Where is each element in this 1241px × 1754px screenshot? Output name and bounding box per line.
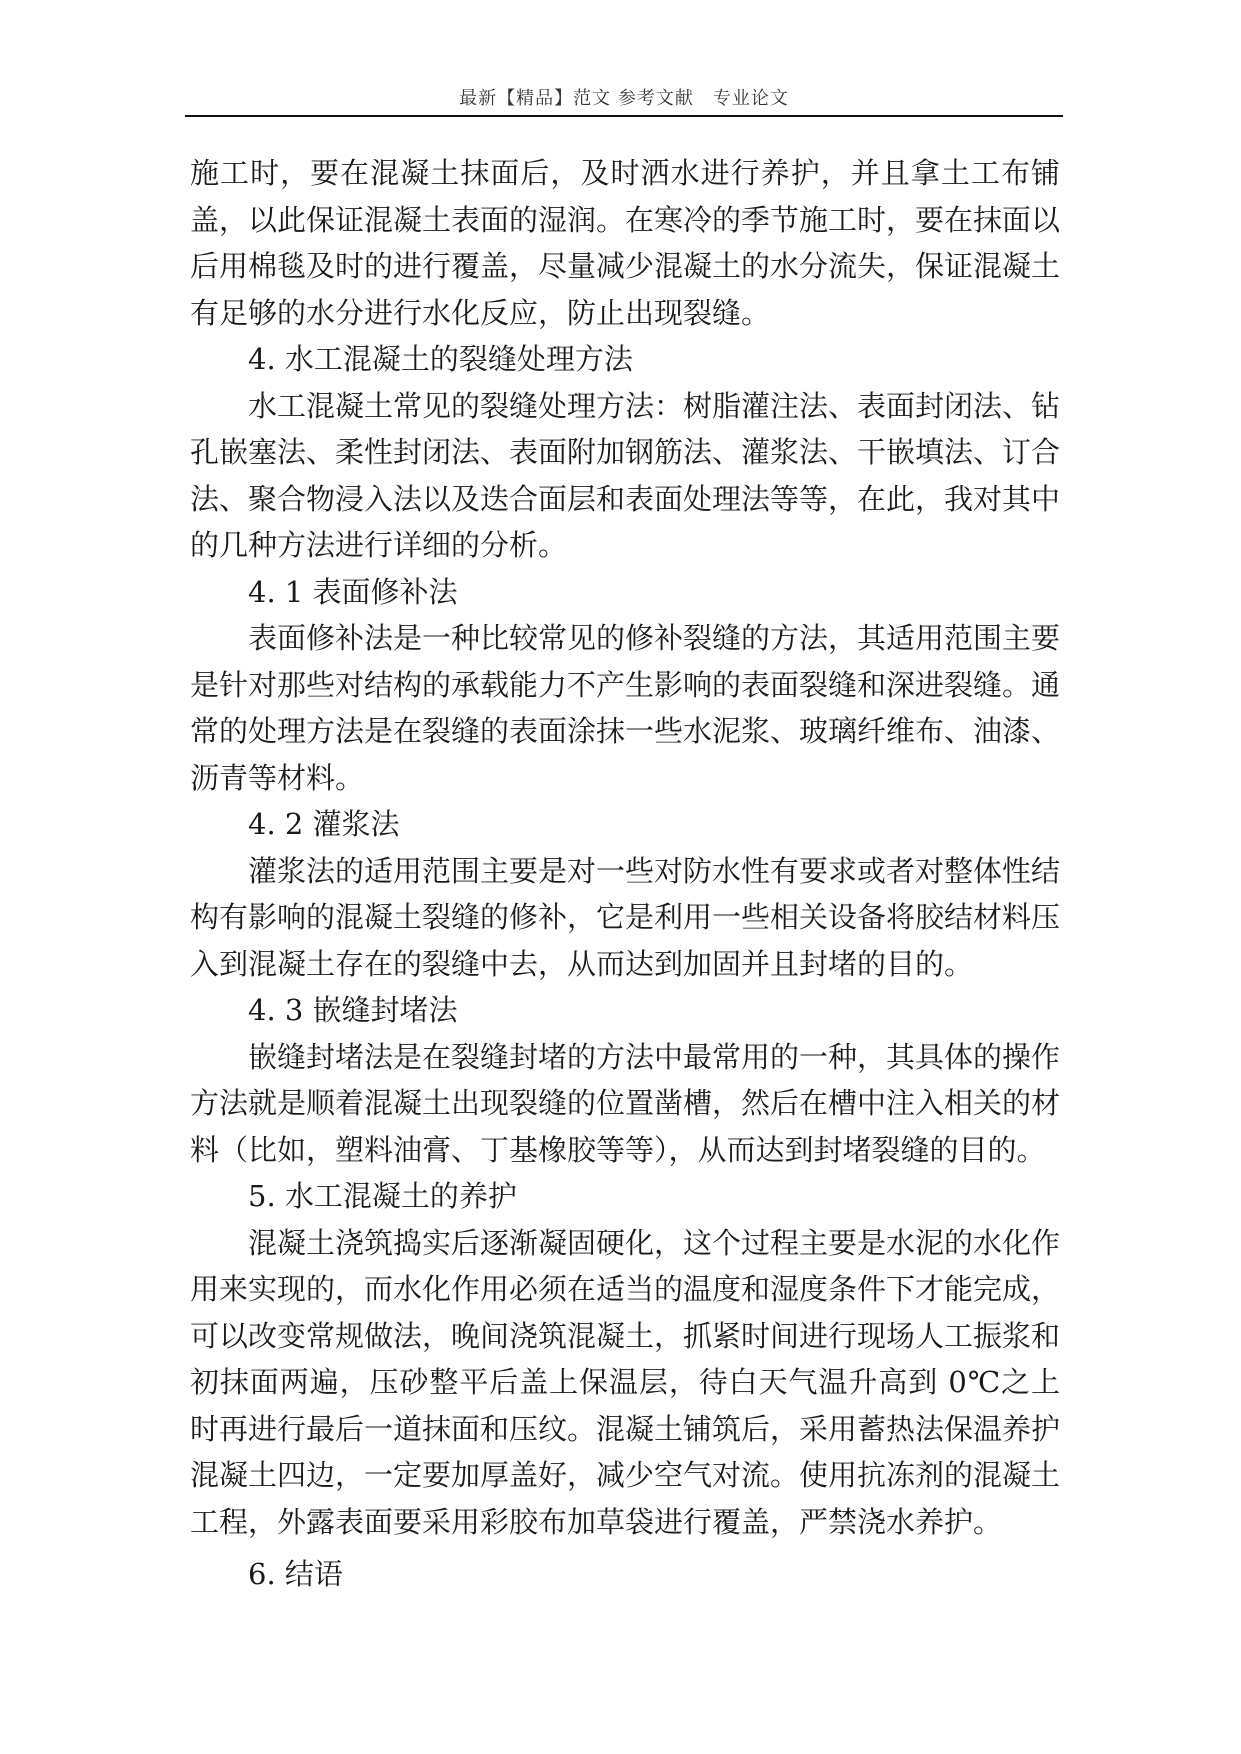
document-body [190, 150, 1060, 1598]
heading-section-4: 4. 水工混凝土的裂缝处理方法 [248, 342, 633, 376]
paragraph-surface-repair: 表面修补法是一种比较常见的修补裂缝的方法，其适用范围主要是针对那些对结构的承载能力不产生影响的表面裂缝和深进裂缝。通常的处理方法是在裂缝的表面涂抹一些水泥浆、玻璃纤维布、油漆、沥青等材料。 [190, 621, 1061, 795]
header-divider [185, 115, 1063, 117]
heading-section-4-1: 4. 1 表面修补法 [248, 574, 458, 609]
paragraph-grouting: 灌浆法的适用范围主要是对一些对防水性有要求或者对整体性结构有影响的混凝土裂缝的修补，它是利用一些相关设备将胶结材料压入到混凝土存在的裂缝中去，从而达到加固并且封堵的目的。 [190, 853, 1061, 981]
heading-section-4-2: 4. 2 灌浆法 [248, 807, 400, 841]
paragraph-curing: 混凝土浇筑捣实后逐渐凝固硬化，这个过程主要是水泥的水化作用来实现的，而水化作用必须在适当的温度和湿度条件下才能完成，可以改变常规做法，晚间浇筑混凝土，抓紧时间进行现场人工振浆和初抹面两遍，压砂整平后盖上保温层，待白天气温升高到 0℃之上时再进行最后一道抹面和压纹。混凝土铺筑后，采用蓄热法保温养护混凝土四边，一定要加厚盖好，减少空气对流。使用抗冻剂的混凝土工程，外露表面要采用彩胶布加草袋进行覆盖，严禁浇水养护。 [190, 1225, 1061, 1539]
heading-section-6: 6. 结语 [248, 1557, 343, 1591]
heading-section-4-3: 4. 3 嵌缝封堵法 [248, 993, 458, 1027]
paragraph-curing-continuation: 施工时，要在混凝土抹面后，及时洒水进行养护，并且拿土工布铺盖，以此保证混凝土表面的湿润。在寒冷的季节施工时，要在抹面以后用棉毯及时的进行覆盖，尽量减少混凝土的水分流失，保证混凝土有足够的水分进行水化反应，防止出现裂缝。 [190, 156, 1061, 330]
heading-section-5: 5. 水工混凝土的养护 [248, 1179, 517, 1213]
page-header: 最新【精品】范文 参考文献 专业论文 [459, 88, 789, 109]
paragraph-crack-methods: 水工混凝土常见的裂缝处理方法：树脂灌注法、表面封闭法、钻孔嵌塞法、柔性封闭法、表面附加钢筋法、灌浆法、干嵌填法、订合法、聚合物浸入法以及迭合面层和表面处理法等等，在此，我对其中的几种方法进行详细的分析。 [190, 388, 1061, 562]
paragraph-joint-sealing: 嵌缝封堵法是在裂缝封堵的方法中最常用的一种，其具体的操作方法就是顺着混凝土出现裂缝的位置凿槽，然后在槽中注入相关的材料（比如，塑料油膏、丁基橡胶等等），从而达到封堵裂缝的目的。 [190, 1039, 1061, 1167]
